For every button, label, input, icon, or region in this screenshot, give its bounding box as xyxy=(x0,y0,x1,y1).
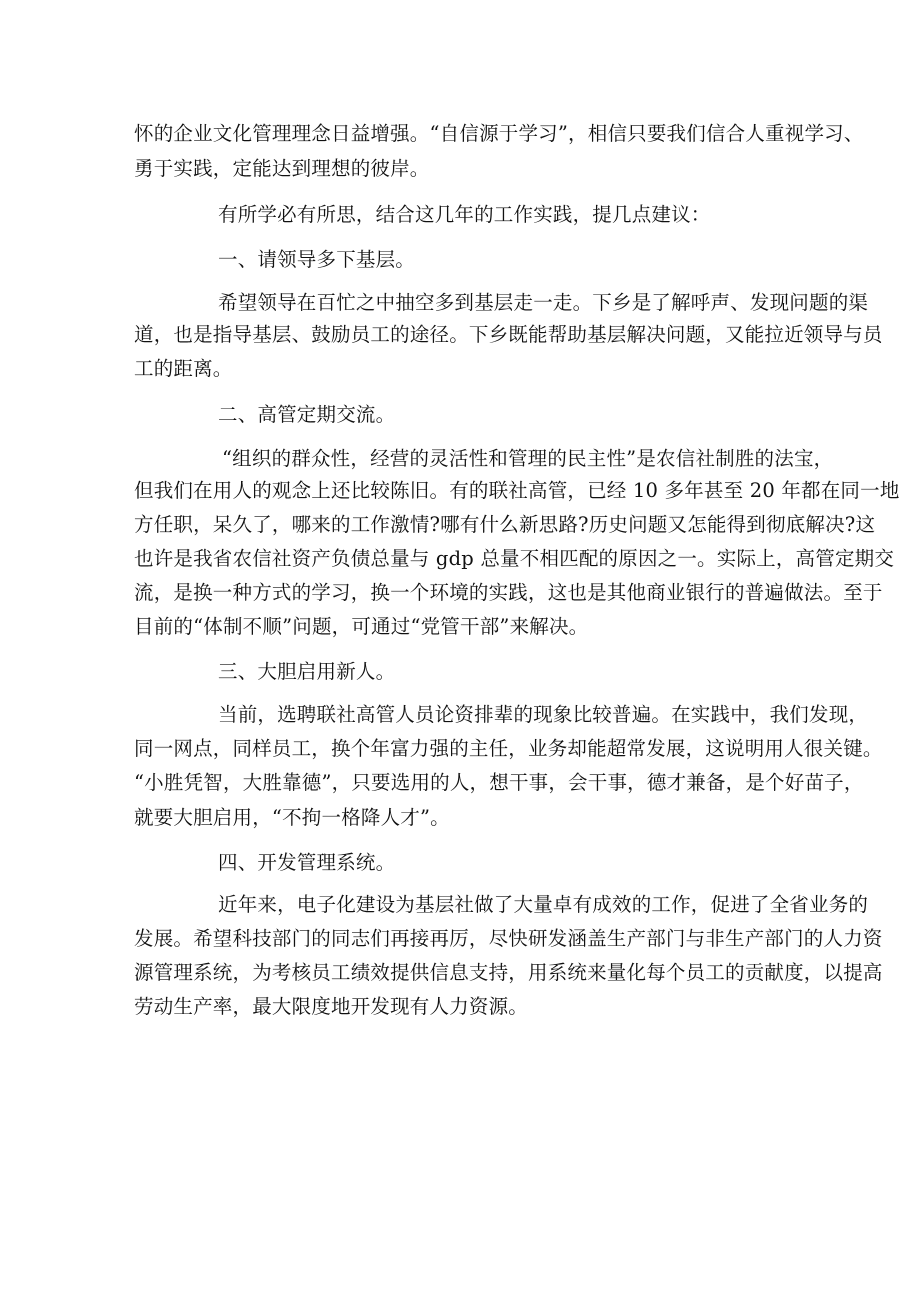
text-line: 也许是我省农信社资产负债总量与 gdp 总量不相匹配的原因之一。实际上，高管定期交 xyxy=(134,547,895,570)
text-line: 发展。希望科技部门的同志们再接再厉，尽快研发涵盖生产部门与非生产部门的人力资 xyxy=(134,927,883,950)
text-line: 就要大胆启用，“不拘一格降人才”。 xyxy=(134,806,450,829)
text-line: 同一网点，同样员工，换个年富力强的主任，业务却能超常发展，这说明用人很关键。 xyxy=(134,737,883,760)
text-line: 目前的“体制不顺”问题，可通过“党管干部”来解决。 xyxy=(134,615,589,638)
text-line: 劳动生产率，最大限度地开发现有人力资源。 xyxy=(134,995,529,1018)
text-line: 怀的企业文化管理理念日益增强。“自信源于学习”，相信只要我们信合人重视学习、 xyxy=(134,122,864,145)
paragraph-intro: 有所学必有所思，结合这几年的工作实践，提几点建议： xyxy=(218,203,711,226)
text-line: 工的距离。 xyxy=(134,357,233,380)
section-heading-4: 四、开发管理系统。 xyxy=(218,851,396,874)
text-line: “组织的群众性，经营的灵活性和管理的民主性”是农信社制胜的法宝， xyxy=(222,447,834,470)
section-heading-2: 二、高管定期交流。 xyxy=(218,403,396,426)
text-line: “小胜凭智，大胜靠德”，只要选用的人，想干事，会干事，德才兼备，是个好苗子， xyxy=(134,771,864,794)
text-line: 源管理系统，为考核员工绩效提供信息支持，用系统来量化每个员工的贡献度，以提高 xyxy=(134,961,883,984)
section-heading-3: 三、大胆启用新人。 xyxy=(218,660,396,683)
text-line: 当前，选聘联社高管人员论资排辈的现象比较普遍。在实践中，我们发现， xyxy=(218,703,869,726)
text-line: 流，是换一种方式的学习，换一个环境的实践，这也是其他商业银行的普遍做法。至于 xyxy=(134,581,883,604)
text-line: 道，也是指导基层、鼓励员工的途径。下乡既能帮助基层解决问题，又能拉近领导与员 xyxy=(134,323,883,346)
section-heading-1: 一、请领导多下基层。 xyxy=(218,248,416,271)
text-line: 方任职，呆久了，哪来的工作激情?哪有什么新思路?历史问题又怎能得到彻底解决?这 xyxy=(134,513,876,536)
text-line: 但我们在用人的观念上还比较陈旧。有的联社高管，已经 10 多年甚至 20 年都在同一地 xyxy=(134,479,900,502)
text-line: 近年来，电子化建设为基层社做了大量卓有成效的工作，促进了全省业务的 xyxy=(218,893,869,916)
text-line: 希望领导在百忙之中抽空多到基层走一走。下乡是了解呼声、发现问题的渠 xyxy=(218,291,869,314)
text-line: 勇于实践，定能达到理想的彼岸。 xyxy=(134,157,430,180)
